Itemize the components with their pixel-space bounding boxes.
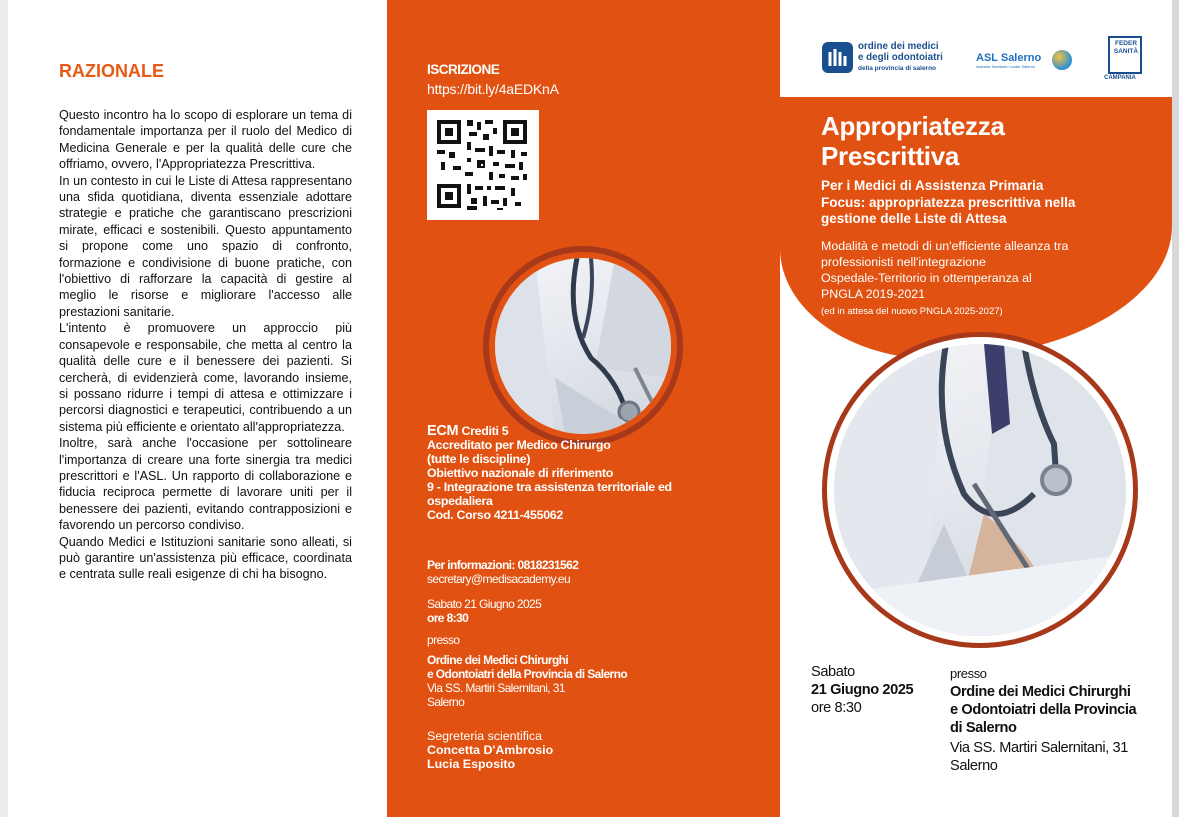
venue-name: Ordine dei Medici Chirurghi: [427, 653, 569, 667]
venue-address: Via SS. Martiri Salernitani, 31: [427, 681, 565, 695]
venue-name: e Odontoiatri della Provincia di Salerno: [427, 667, 628, 681]
segreteria-name: Concetta D'Ambrosio: [427, 743, 554, 757]
razionale-paragraph: In un contesto in cui le Liste di Attesa rappresentano una sfida quotidiana, diventa essenziale adottare strategie e pratiche che garantiscano prescrizioni mirate, efficaci e sostenibili. Questo appuntamento si propone come uno spazio di confronto, formazione e condivisione di buone pratiche, con l'obiettivo di rafforzare la capacità di gestire al meglio le risorse e migliorare l'accesso alle prestazioni sanitarie.: [59, 173, 352, 319]
event-title: [821, 111, 1005, 171]
right-panel: [780, 0, 1172, 817]
info-block: [427, 558, 578, 586]
subtitle-line: Per i Medici di Assistenza Primaria: [821, 178, 1044, 193]
day-text: Sabato: [811, 664, 855, 680]
logos-bar: [780, 0, 1172, 97]
doctor-photo-large: [834, 344, 1126, 636]
description-line: professionisti nell'integrazione: [821, 255, 986, 269]
ecm-credits: Crediti 5: [461, 424, 509, 438]
ecm-course-code: Cod. Corso 4211-455062: [427, 508, 563, 522]
presso-label: presso: [950, 666, 987, 681]
event-title-line: Appropriatezza: [821, 111, 1005, 141]
info-email[interactable]: secretary@medisacademy.eu: [427, 572, 571, 586]
razionale-paragraph: Questo incontro ha lo scopo di esplorare un tema di fondamentale importanza per il ruolo del Medico di Medicina Generale e per la qualità delle cure che offriamo, ovvero, l'Appropriatezza Prescrittiva.: [59, 108, 352, 172]
date-block: [427, 597, 541, 625]
venue-city: Salerno: [427, 695, 465, 709]
venue-line: Ordine dei Medici Chirurghi: [950, 684, 1131, 700]
asl-logo-icon: [1052, 50, 1072, 70]
ordine-logo-line: e degli odontoiatri: [858, 52, 943, 63]
ordine-logo-line: ordine dei medici: [858, 41, 939, 52]
ecm-line: 9 - Integrazione tra assistenza territoriale ed ospedaliera: [427, 480, 672, 508]
description-line: PNGLA 2019-2021: [821, 287, 926, 301]
left-panel: [8, 0, 387, 817]
venue-address: Via SS. Martiri Salernitani, 31: [950, 740, 1128, 756]
federsanita-logo-text: FEDER SANITÀ: [1113, 40, 1139, 55]
doctor-illustration: [834, 344, 1126, 636]
description-line: Ospedale-Territorio in ottemperanza al: [821, 271, 1032, 285]
venue-city: Salerno: [950, 758, 998, 774]
date-text: Sabato 21 Giugno 2025: [427, 597, 542, 611]
ecm-line: Accreditato per Medico Chirurgo: [427, 438, 611, 452]
ecm-line: Obiettivo nazionale di riferimento: [427, 466, 614, 480]
page-edge: [1172, 0, 1179, 817]
doctor-illustration: [495, 258, 671, 434]
segreteria-block: [427, 729, 553, 771]
pngla-note: (ed in attesa del nuovo PNGLA 2025-2027): [821, 306, 1003, 317]
asl-logo-sub: Azienda Sanitaria Locale Salerno: [976, 64, 1036, 69]
info-phone: Per informazioni: 0818231562: [427, 558, 579, 572]
ecm-line: (tutte le discipline): [427, 452, 531, 466]
venue-line: e Odontoiatri della Provincia: [950, 702, 1137, 718]
doctor-photo-small: [495, 258, 671, 434]
iscrizione-label: ISCRIZIONE: [427, 62, 500, 77]
qr-code[interactable]: [427, 110, 539, 220]
razionale-paragraph: L'intento è promuovere un approccio più consapevole e responsabile, che metta al centro la qualità delle cure e il benessere dei pazienti. Si cercherà, di evidenzierà come, lavorando insieme, si possano ridurre i tempi di attesa e ottimizzare i percorsi diagnostici e terapeutici, contribuendo a un sistema più efficiente e orientato all'appropriatezza.: [59, 321, 352, 434]
event-description: [821, 238, 1068, 320]
segreteria-label: Segreteria scientifica: [427, 729, 543, 743]
ordine-logo-line: della provincia di salerno: [858, 65, 937, 72]
razionale-paragraph: Inoltre, sarà anche l'occasione per sottolineare l'importanza di creare una forte sinergia tra medici prescrittori e l'ASL. Un rapporto di collaborazione e fiducia reciproca permette di lavorare uniti per il benessere dei pazienti, evitando contrapposizioni e favorendo un percorso condiviso.: [59, 436, 352, 533]
venue-line: di Salerno: [950, 720, 1017, 736]
federsanita-logo-sub: CAMPANIA: [1104, 75, 1136, 81]
right-date-block: [811, 663, 913, 717]
subtitle-line: gestione delle Liste di Attesa: [821, 211, 1007, 226]
venue-block: [427, 633, 627, 709]
presso-label: presso: [427, 633, 460, 647]
razionale-body: [59, 107, 352, 583]
razionale-paragraph: Quando Medici e Istituzioni sanitarie sono alleati, si può garantire un'assistenza più efficace, coordinata e centrata sulle reali esigenze di chi ha bisogno.: [59, 534, 352, 582]
time-text: ore 8:30: [427, 611, 469, 625]
segreteria-name: Lucia Esposito: [427, 757, 516, 771]
event-title-line: Prescrittiva: [821, 141, 960, 171]
middle-panel: [387, 0, 780, 817]
ordine-logo-text: [858, 41, 943, 74]
ecm-block: [427, 424, 757, 522]
right-venue-block: [950, 665, 1136, 775]
qr-code-graphic: [427, 110, 539, 220]
iscrizione-link[interactable]: https://bit.ly/4aEDKnA: [427, 81, 559, 97]
ordine-logo-icon: [822, 42, 853, 73]
asl-logo-text: ASL Salerno: [976, 52, 1042, 64]
event-subtitle: [821, 178, 1075, 228]
subtitle-line: Focus: appropriatezza prescrittiva nella: [821, 194, 1076, 210]
ecm-label: ECM: [427, 423, 459, 439]
date-text: 21 Giugno 2025: [811, 682, 914, 698]
razionale-title: RAZIONALE: [59, 61, 164, 81]
description-line: Modalità e metodi di un'efficiente alleanza tra: [821, 239, 1069, 253]
time-text: ore 8:30: [811, 700, 862, 716]
